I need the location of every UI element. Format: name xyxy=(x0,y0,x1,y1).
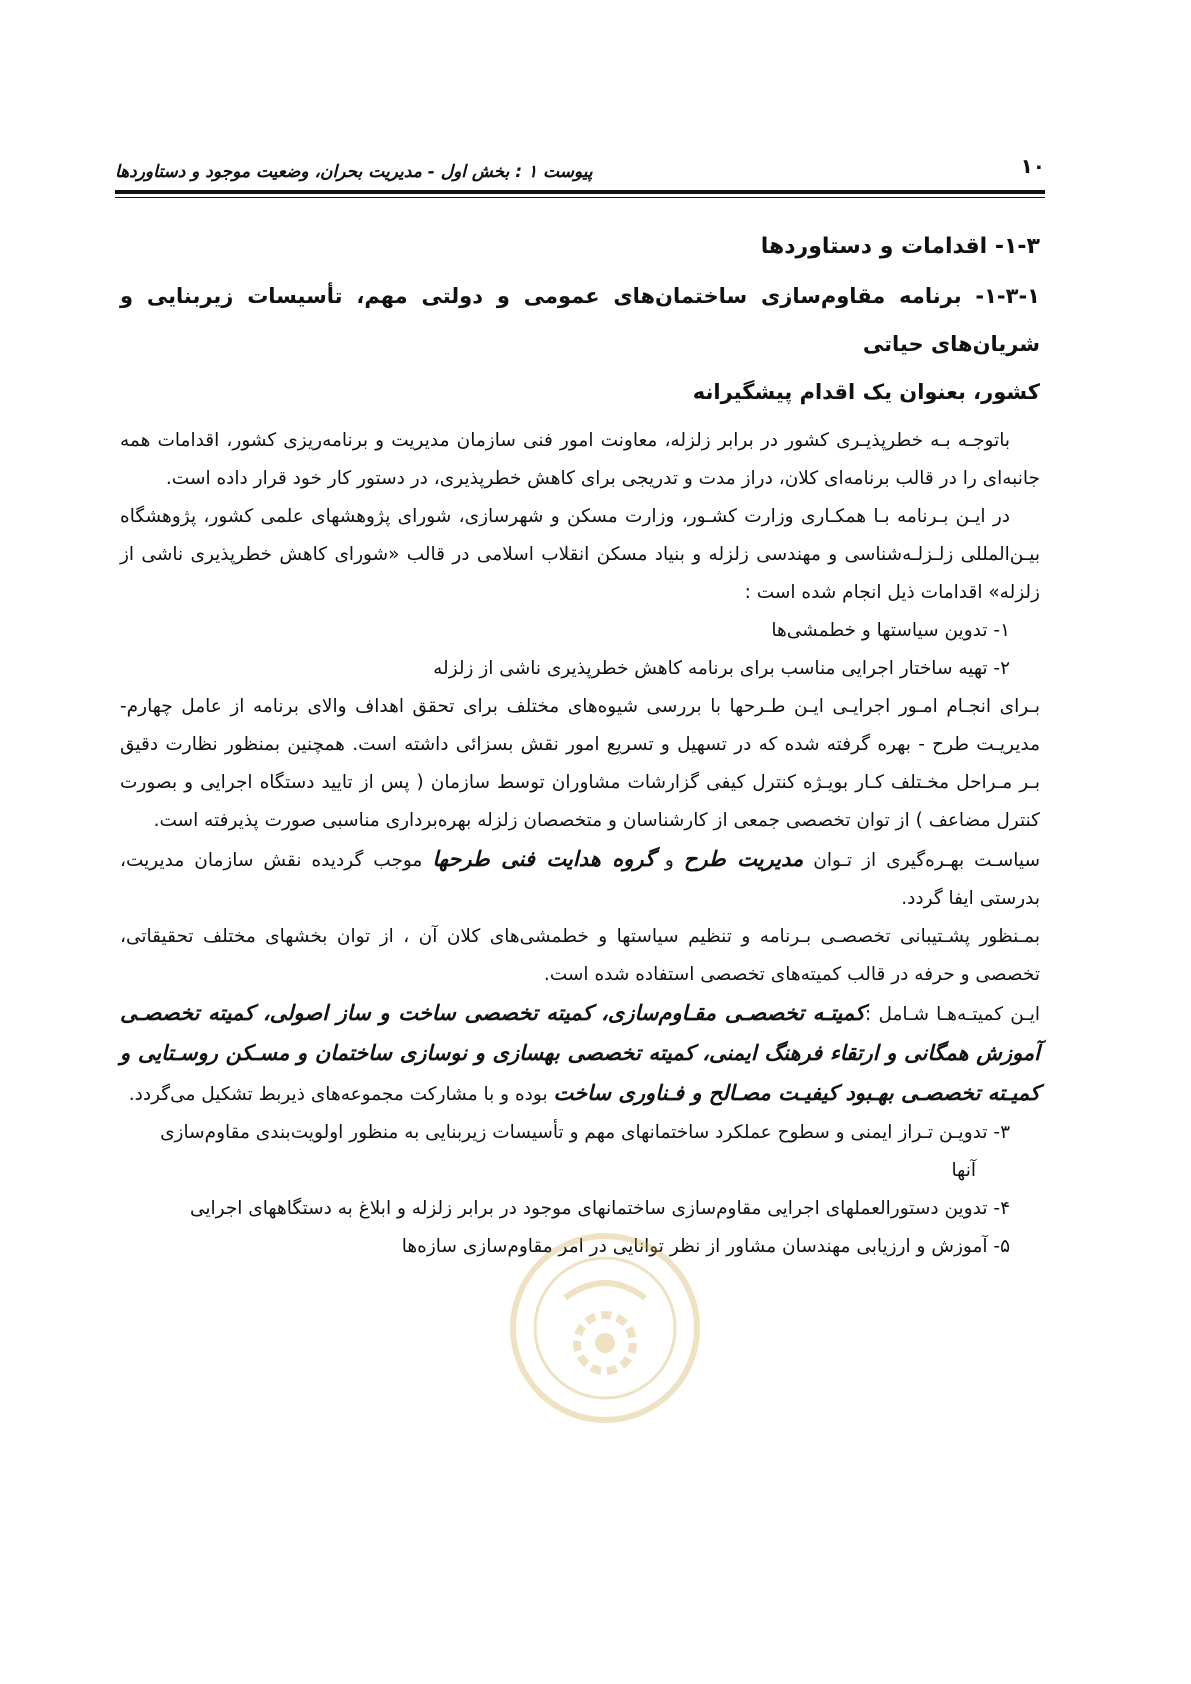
paragraph-4-emphasis-2: گروه هدایت فنی طرحها xyxy=(432,847,655,871)
list-item-3: ۳- تدویـن تـراز ایمنی و سطوح عملکرد ساختمانهای مهم و تأسیسات زیربنایی به منظور اولویت‌بندی مقاوم‌سازی xyxy=(160,1122,1010,1143)
list-item-5: ۵- آموزش و ارزیابی مهندسان مشاور از نظر توانایی در امر مقاوم‌سازی سازه‌ها xyxy=(401,1236,1010,1257)
page-header xyxy=(115,150,1045,190)
paragraph-4-emphasis-1: مدیریت طرح xyxy=(683,847,804,871)
list-item-2: ۲- تهیه ساختار اجرایی مناسب برای برنامه کاهش خطرپذیری ناشی از زلزله xyxy=(433,658,1010,679)
document-body xyxy=(120,228,1040,1266)
list-item-4: ۴- تدوین دستورالعملهای اجرایی مقاوم‌سازی ساختمانهای موجود در برابر زلزله و ابلاغ به دستگاههای اجرایی xyxy=(189,1198,1010,1219)
paragraph-4-text-c: موجب گردیده نقش سازمان مدیریت، بدرستی ایفا گردد. xyxy=(120,850,1040,909)
list-item-3-continuation: آنها xyxy=(951,1160,976,1181)
header-rule-thin xyxy=(115,197,1045,198)
paragraph-2: در ایـن بـرنامه بـا همکـاری وزارت کشـور، وزارت مسکن و شهرسازی، شورای پژوهشهای علمی کشور، پژوهشگاه بیـن‌المللی زلـزلـه‌شناسی و مهندسی زلزله و بنیاد مسکن انقلاب اسلامی در قالب «شورای کاهش خطرپذیری ناشی از زلزله» اقدامات ذیل انجام شده است : xyxy=(120,506,1040,603)
section-heading: ۱-۳- اقدامات و دستاوردها xyxy=(760,234,1040,259)
subsection-heading xyxy=(120,272,1040,416)
running-title: پیوست ۱ : بخش اول - مدیریت بحران، وضعیت موجود و دستاوردها xyxy=(115,162,593,182)
page-number: ۱۰ xyxy=(1020,154,1045,178)
paragraph-1: باتوجـه بـه خطرپذیـری کشور در برابر زلزله، معاونت امور فنی سازمان مدیریت و برنامه‌ریزی کشور، اقدامات همه جانبه‌ای را در قالب برنامه‌ای کلان، دراز مدت و تدریجی برای کاهش خطرپذیری، در دستور کار خود قرار داده است. xyxy=(120,430,1040,489)
watermark-seal-icon xyxy=(505,1228,705,1428)
paragraph-5: بمـنظور پشـتیبانی تخصصـی بـرنامه و تنظیم سیاستها و خطمشی‌های کلان آن ، از توان بخشهای مختلف تحقیقاتی، تخصصی و حرفه در قالب کمیته‌های تخصصی استفاده شده است. xyxy=(120,926,1040,985)
header-rule-thick xyxy=(115,190,1045,194)
paragraph-4-text-b: و xyxy=(654,850,684,871)
paragraph-6-emphasis: کمیتـه تخصصـی مقـاوم‌سازی، کمیته تخصصی ساخت و ساز اصولی، کمیته تخصصـی آموزش همگانی و ارتقاء فرهنگ ایمنی، کمیته تخصصی بهسازی و نوسازی ساختمان و مسـکن روسـتایی و کمیـته تخصصـی بهـبود کیفیـت مصـالح و فـناوری ساخت xyxy=(120,1001,1040,1105)
paragraph-4-text-a: سیاسـت بهـره‌گیری از تـوان xyxy=(803,850,1040,871)
subsection-heading-line2: کشور، بعنوان یک اقدام پیشگیرانه xyxy=(692,380,1040,404)
paragraph-3: بـرای انجـام امـور اجرایـی ایـن طـرحها با بررسی شیوه‌های مختلف برای تحقق اهداف والای برنامه از عامل چهارم- مدیریـت طرح - بهره گرفته شده که در تسهیل و تسریع امور نقش بسزائی داشته است. همچنین بمنظور نظارت دقیق بـر مـراحل مخـتلف کـار بویـژه کنترل کیفی گزارشات مشاوران توسط سازمان ( پس از تایید دستگاه اجرایی و بصورت کنترل مضاعف ) از توان تخصصی جمعی از کارشناسان و متخصصان زلزله بهره‌برداری مناسبی صورت پذیرفته است. xyxy=(120,696,1040,831)
subsection-heading-line1: ۱-۳-۱- برنامه مقاوم‌سازی ساختمان‌های عمومی و دولتی مهم، تأسیسات زیربنایی و شریان‌های حیاتی xyxy=(120,284,1040,356)
paragraph-6-text-b: بوده و با مشارکت مجموعه‌های ذیربط تشکیل می‌گردد. xyxy=(128,1084,554,1105)
list-item-1: ۱- تدوین سیاستها و خطمشی‌ها xyxy=(771,620,1010,641)
paragraph-6 xyxy=(120,994,1040,1114)
paragraph-6-text-a: ایـن کمیتـه‌هـا شـامل : xyxy=(865,1004,1040,1025)
paragraph-4 xyxy=(120,840,1040,918)
